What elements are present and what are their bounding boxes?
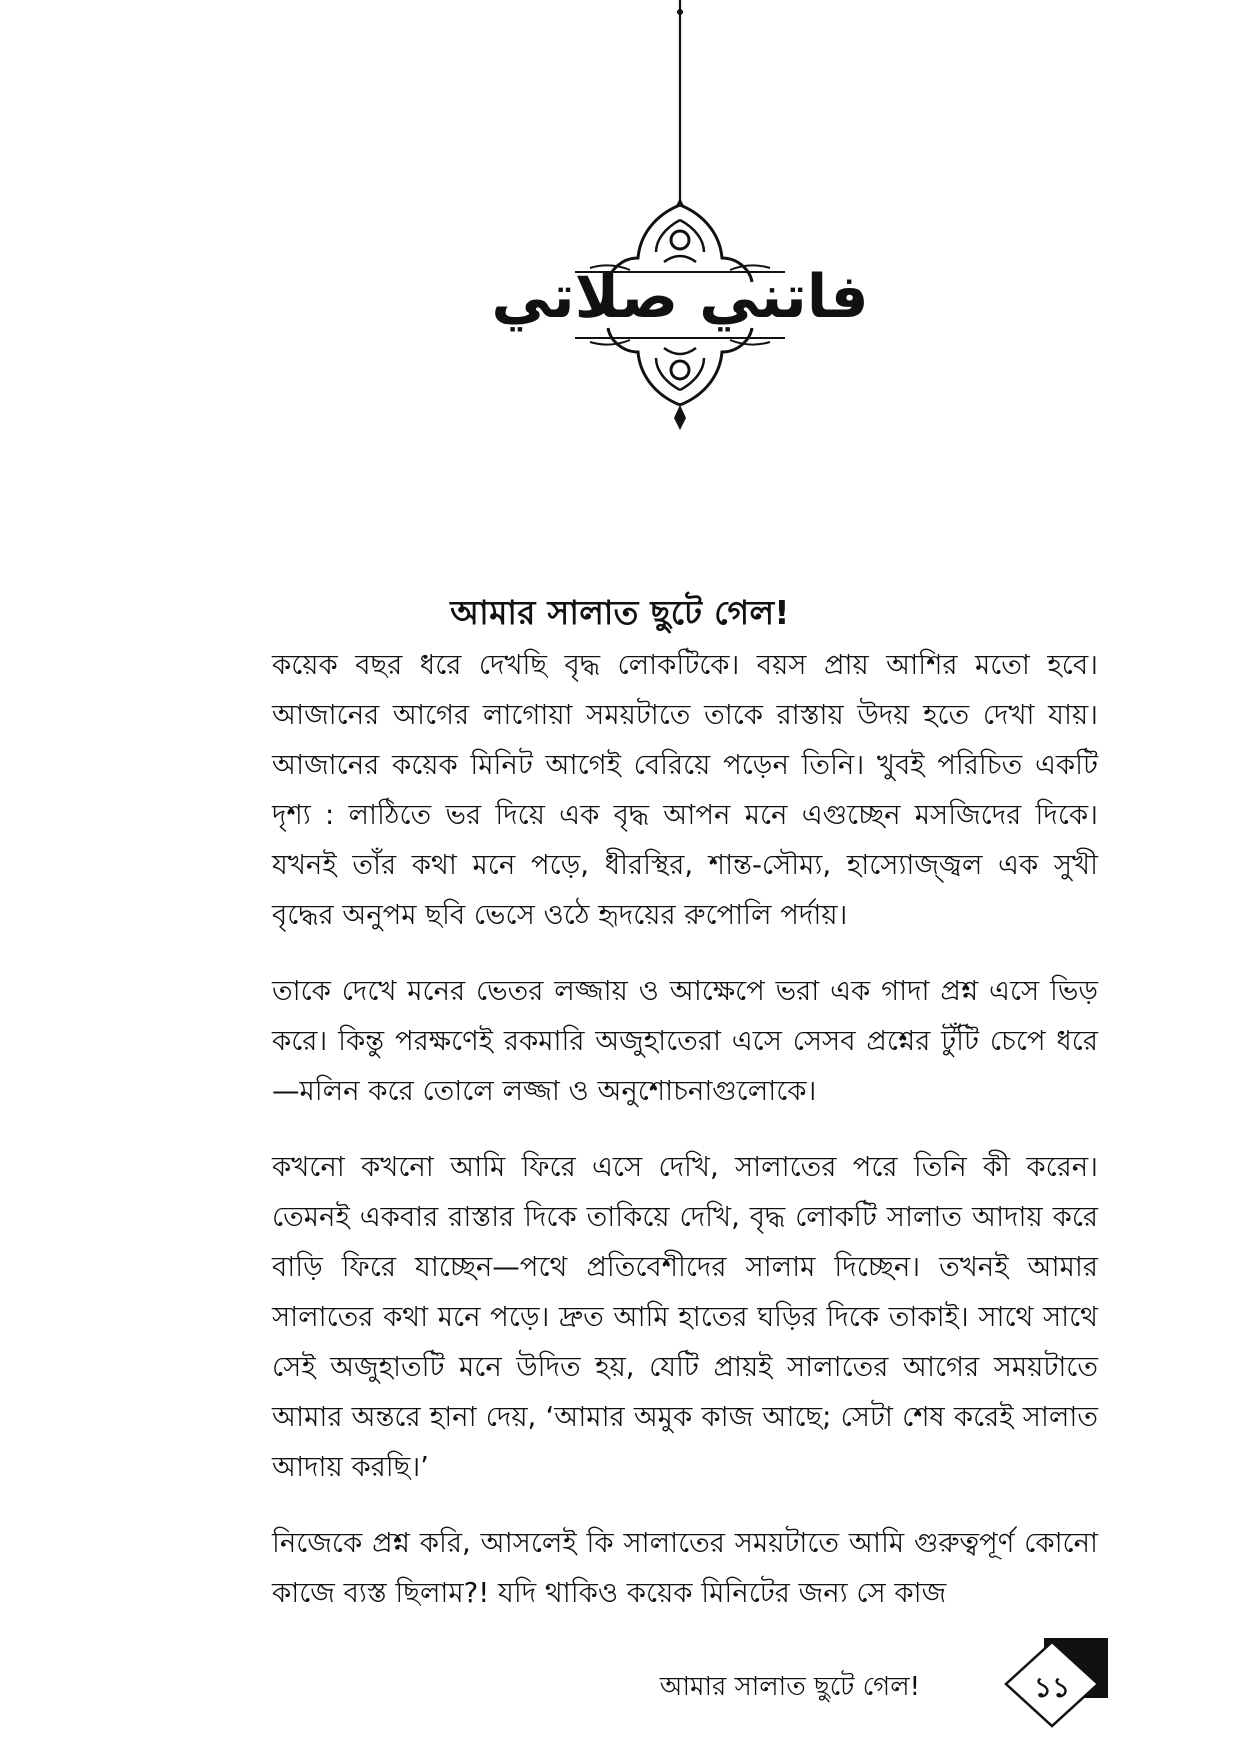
page-footer — [659, 1638, 1120, 1728]
arabic-calligraphy: فاتني صلاتي — [491, 262, 869, 332]
chapter-body — [272, 640, 1098, 1644]
ornament-base — [575, 328, 785, 405]
running-title: আমার সালাত ছুটে গেল! — [659, 1672, 920, 1702]
chapter-title: আমার সালাত ছুটে গেল! — [450, 593, 790, 633]
paragraph: তাকে দেখে মনের ভেতর লজ্জায় ও আক্ষেপে ভরা এক গাদা প্রশ্ন এসে ভিড় করে। কিন্তু পরক্ষণেই রকমারি অজুহাতেরা এসে সেসব প্রশ্নের টুঁটি চেপে ধরে—মলিন করে তোলে লজ্জা ও অনুশোচনাগুলোকে। — [272, 975, 1098, 1107]
paragraph: কখনো কখনো আমি ফিরে এসে দেখি, সালাতের পরে তিনি কী করেন। তেমনই একবার রাস্তার দিকে তাকিয়ে দেখি, বৃদ্ধ লোকটি সালাত আদায় করে বাড়ি ফিরে যাচ্ছেন—পথে প্রতিবেশীদের সালাম দিচ্ছেন। তখনই আমার সালাতের কথা মনে পড়ে। দ্রুত আমি হাতের ঘড়ির দিকে তাকাই। সাথে সাথে সেই অজুহাতটি মনে উদিত হয়, যেটি প্রায়ই সালাতের আগের সময়টাতে আমার অন্তরে হানা দেয়, ‘আমার অমুক কাজ আছে; সেটা শেষ করেই সালাত আদায় করছি।’ — [272, 1151, 1098, 1483]
paragraph: নিজেকে প্রশ্ন করি, আসলেই কি সালাতের সময়টাতে আমি গুরুত্বপূর্ণ কোনো কাজে ব্যস্ত ছিলাম?! যদি থাকিও কয়েক মিনিটের জন্য সে কাজ — [272, 1527, 1098, 1609]
hanging-calligraphy-ornament — [491, 0, 869, 460]
page-number: ১১ — [1033, 1671, 1071, 1704]
paragraph: কয়েক বছর ধরে দেখছি বৃদ্ধ লোকটিকে। বয়স প্রায় আশির মতো হবে। আজানের আগের লাগোয়া সময়টাতে তাকে রাস্তায় উদয় হতে দেখা যায়। আজানের কয়েক মিনিট আগেই বেরিয়ে পড়েন তিনি। খুবই পরিচিত একটি দৃশ্য : লাঠিতে ভর দিয়ে এক বৃদ্ধ আপন মনে এগুচ্ছেন মসজিদের দিকে। যখনই তাঁর কথা মনে পড়ে, ধীরস্থির, শান্ত-সৌম্য, হাস্যোজ্জ্বল এক সুখী বৃদ্ধের অনুপম ছবি ভেসে ওঠে হৃদয়ের রুপোলি পর্দায়। — [272, 649, 1098, 931]
